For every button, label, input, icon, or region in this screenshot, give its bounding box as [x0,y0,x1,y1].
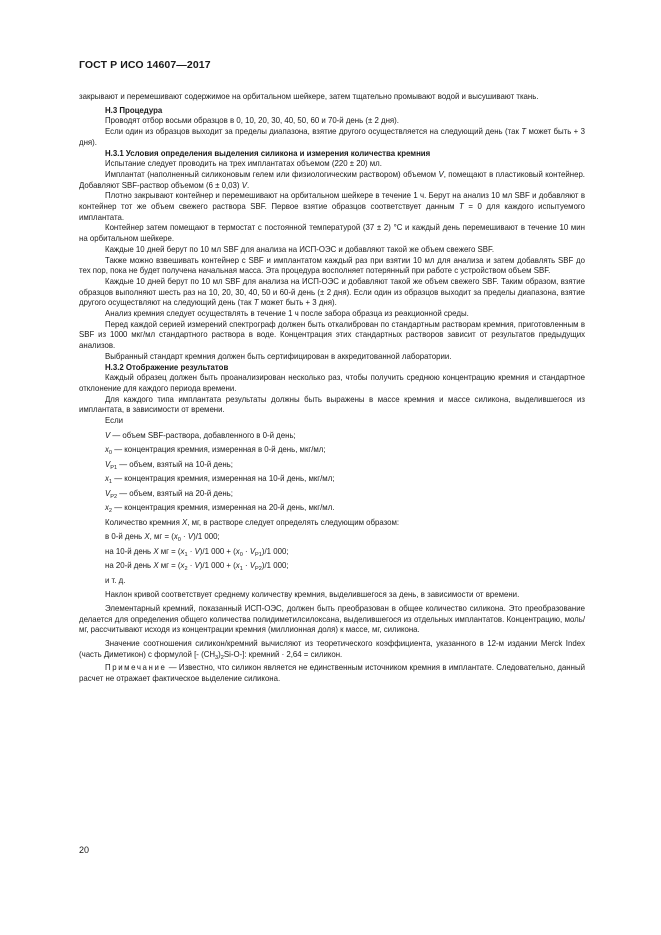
formula-line: на 20-й день X мг = $(x_2 \cdot V)/1$ $000 + (x_1 \cdot V_{P2})/1$ 000; [105,561,289,573]
paragraph: Если [105,416,124,426]
paragraph: Выбранный стандарт кремния должен быть сертифицирован в аккредитованной лаборатории. [105,351,452,361]
paragraph: Для каждого типа имплантата результаты должны быть выражены в массе кремния и массе силикона, выделившегося из имплантата, в зависимости от времени. [79,394,585,415]
definition-item: $x_0$ — концентрация кремния, измеренная в 0-й день, мкг/мл; [105,445,326,457]
formula-line: на 10-й день X мг = $(x_1 \cdot V)/1$ $000 + (x_0 \cdot V_{P1})/1$ 000; [105,546,289,558]
definition-item: $V_{P2}$ — объем, взятый на 20-й день; [105,488,233,500]
paragraph: Плотно закрывают контейнер и перемешивают на орбитальном шейкере в течение 1 ч. Берут на анализ 10 мл SBF и добавляют в контейнер тот же объем свежего раствора SBF. Первое взятие образцов соответствует данным T = 0 для каждого испытуемого имплантата. [79,191,585,222]
paragraph: Также можно взвешивать контейнер с SBF и имплантатом каждый раз при взятии 10 мл для анализа и затем добавлять SBF до тех пор, пока не будет получена начальная масса. Эта процедура восполняет потерянный при работе с устройством объем SBF. [79,255,585,276]
definition-item: $V_{P1}$ — объем, взятый на 10-й день; [105,459,233,471]
formula-line: в 0-й день X, мг = $(x_0 \cdot V)/1$ 000; [105,532,220,544]
paragraph: Каждые 10 дней берут по 10 мл SBF для анализа на ИСП-ОЭС и добавляют такой же объем свежего SBF. [105,244,495,254]
note: Примечание — Известно, что силикон является не единственным источником кремния в имплантате. Следовательно, данный расчет не отражает фактическое выделение силикона. [79,663,585,684]
paragraph: Наклон кривой соответствует среднему количеству кремния, выделившегося за день, в зависимости от времени. [105,590,520,600]
paragraph: Контейнер затем помещают в термостат с постоянной температурой (37 ± 2) °С и каждый день перемешивают в течение 10 мин на орбитальном шейкере. [79,223,585,244]
document-header: ГОСТ Р ИСО 14607—2017 [79,59,211,71]
paragraph: Испытание следует проводить на трех имплантатах объемом (220 ± 20) мл. [105,159,382,169]
paragraph: Анализ кремния следует осуществлять в течение 1 ч после забора образца из реакционной среды. [105,309,469,319]
paragraph: Каждые 10 дней берут по 10 мл SBF для анализа на ИСП-ОЭС и добавляют такой же объем свежего SBF. Таким образом, взятие образцов выполняют шесть раз на 10, 20, 30, 40, 50 и 60-й день (± 2 дня). Если один из образцов выходит за пределы диапазона, взятие другого осуществляют на следующий день (так T может быть + 3 дня). [79,276,585,308]
section-heading-procedure: Н.3 Процедура [105,105,163,115]
paragraph: Если один из образцов выходит за пределы диапазона, взятие другого осуществляется на следующий день (так T может быть + 3 дня). [79,127,585,147]
definition-item: $x_2$ — концентрация кремния, измеренная на 20-й день, мкг/мл. [105,503,335,515]
subsection-heading-results: Н.3.2 Отображение результатов [105,362,229,372]
definition-item: $x_1$ — концентрация кремния, измеренная на 10-й день, мкг/мл; [105,474,335,486]
document-body [79,92,585,685]
paragraph: закрывают и перемешивают содержимое на орбитальном шейкере, затем тщательно промывают водой и высушивают ткань. [79,92,539,101]
page-number: 20 [79,845,90,855]
paragraph: Каждый образец должен быть проанализирован несколько раз, чтобы получить среднюю концентрацию кремния и стандартное отклонение для каждого периода времени. [79,373,585,393]
paragraph: Имплантат (наполненный силиконовым гелем или физиологическим раствором) объемом V, помещают в пластиковый контейнер. Добавляют SBF-раствор объемом (6 ± 0,03) V. [79,169,585,190]
paragraph: Количество кремния X, мг, в растворе следует определять следующим образом: [105,517,400,527]
subsection-heading-conditions: Н.3.1 Условия определения выделения силикона и измерения количества кремния [105,148,431,158]
definition-item: V — объем SBF-раствора, добавленного в 0-й день; [105,430,296,440]
paragraph: Перед каждой серией измерений спектрограф должен быть откалиброван по стандартным растворам кремния, приготовленным в SBF из 1000 мкг/мл стандартного раствора в воде. Концентрация этих стандартных растворов зависит от результатов предыдущих анализов. [79,319,585,351]
paragraph: Элементарный кремний, показанный ИСП-ОЭС, должен быть преобразован в общее количество силикона. Это преобразование делается для определения общего количества полидиметилсилоксана, выделившегося из отдельных имплантатов. Концентрацию, моль/мг, рассчитывают исходя из концентрации кремния (миллионная доля) к массе, мг, силикона. [79,603,585,635]
formula-line: и т. д. [105,575,126,585]
paragraph: Проводят отбор восьми образцов в 0, 10, 20, 30, 40, 50, 60 и 70-й день (± 2 дня). [105,116,399,126]
paragraph: Значение соотношения силикон/кремний вычисляют из теоретического коэффициента, указанного в 12-м издании Merck Index (часть Диметикон) с формулой [- $(СН_3)_2Si-O-$]: кремний · 2,64 = силикон. [79,638,585,661]
note-label: Примечание [105,663,167,673]
